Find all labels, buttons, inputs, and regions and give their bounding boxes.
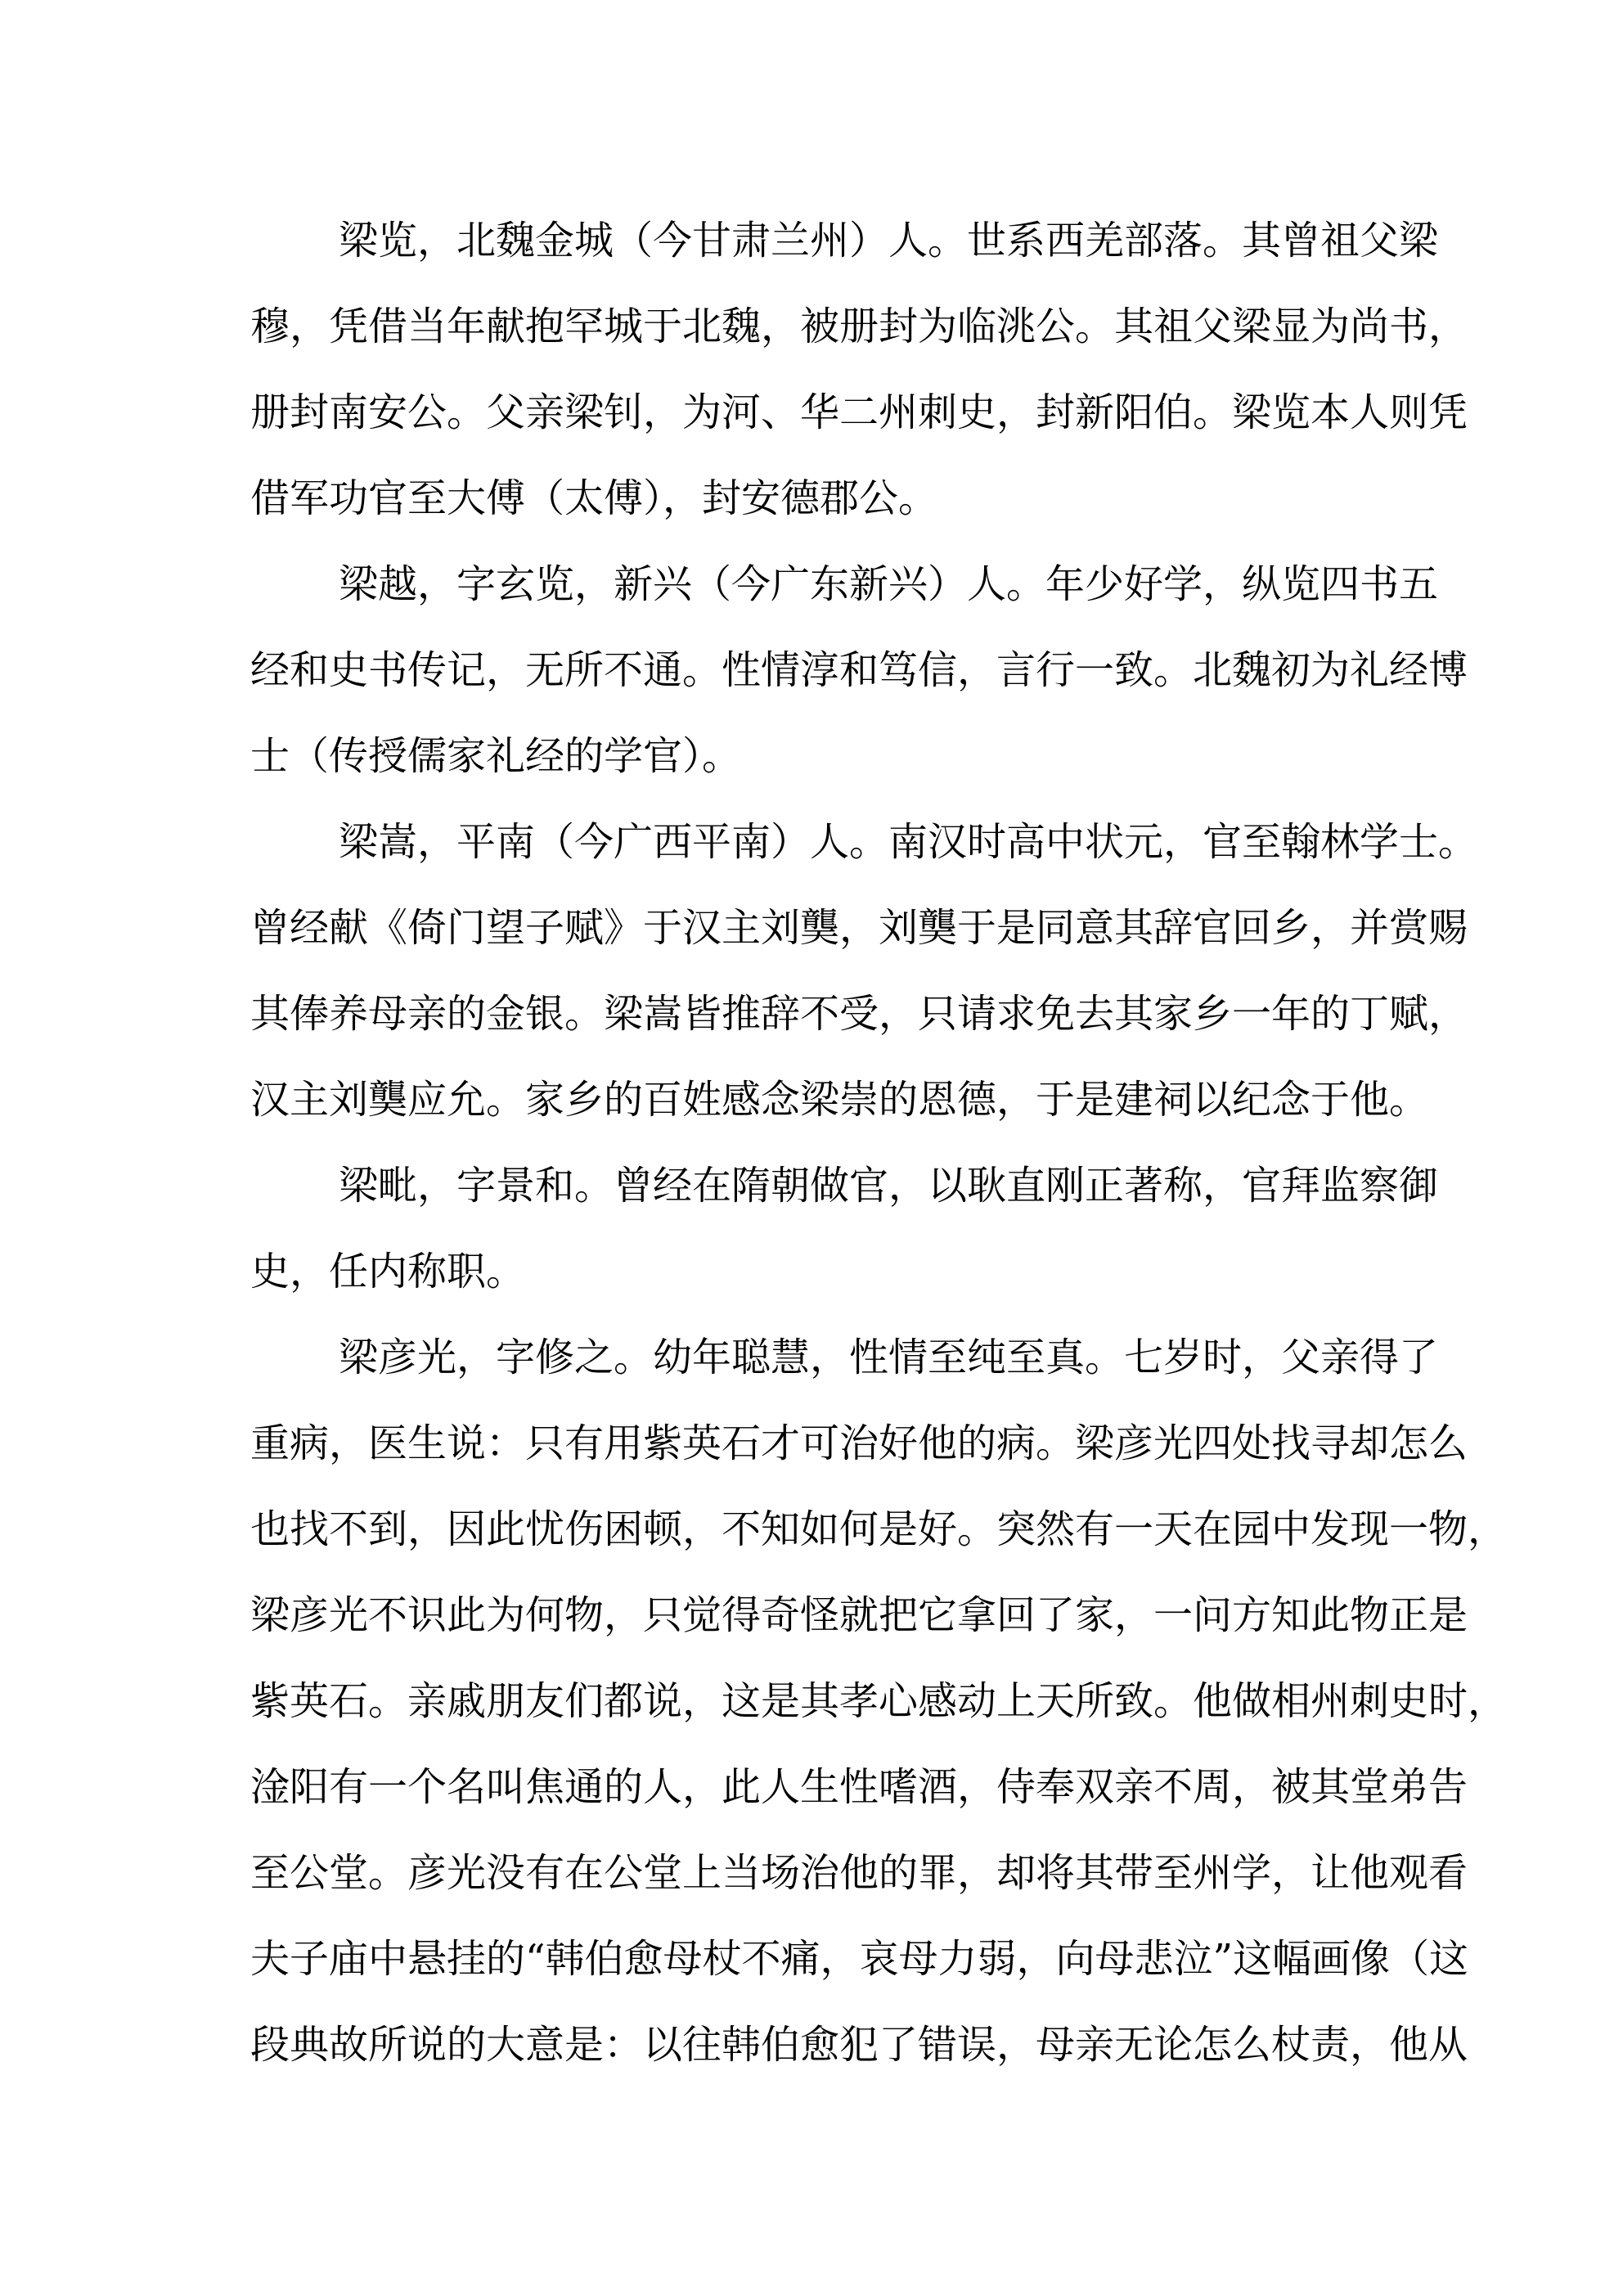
- text-line: 史，任内称职。: [250, 1249, 526, 1294]
- text-line: 其俸养母亲的金银。梁嵩皆推辞不受，只请求免去其家乡一年的丁赋，: [250, 991, 1468, 1037]
- text-line: 汉主刘龑应允。家乡的百姓感念梁崇的恩德，于是建祠以纪念于他。: [250, 1077, 1429, 1123]
- text-line: 穆，凭借当年献抱罕城于北魏，被册封为临洮公。其祖父梁显为尚书，: [250, 304, 1468, 349]
- text-line: 梁嵩，平南（今广西平南）人。南汉时高中状元，官至翰林学士。: [339, 819, 1478, 865]
- text-line: 至公堂。彦光没有在公堂上当场治他的罪，却将其带至州学，让他观看: [250, 1850, 1468, 1896]
- text-line: 紫英石。亲戚朋友们都说，这是其孝心感动上天所致。他做相州刺史时，: [250, 1678, 1508, 1724]
- paragraph: [250, 542, 1468, 799]
- paragraph: [250, 799, 1478, 1143]
- text-line: 梁越，字玄览，新兴（今广东新兴）人。年少好学，纵览四书五: [339, 561, 1439, 607]
- text-line: 梁彦光不识此为何物，只觉得奇怪就把它拿回了家，一问方知此物正是: [250, 1592, 1468, 1638]
- text-line: 段典故所说的大意是：以往韩伯愈犯了错误，母亲无论怎么杖责，他从: [250, 2022, 1468, 2068]
- text-line: 曾经献《倚门望子赋》于汉主刘龑，刘龑于是同意其辞官回乡，并赏赐: [250, 905, 1468, 951]
- text-line: 册封南安公。父亲梁钊，为河、华二州刺史，封新阳伯。梁览本人则凭: [250, 389, 1468, 435]
- text-line: 经和史书传记，无所不通。性情淳和笃信，言行一致。北魏初为礼经博: [250, 647, 1468, 693]
- paragraph: [250, 1315, 1508, 2088]
- text-line: 淦阳有一个名叫焦通的人，此人生性嗜酒，侍奉双亲不周，被其堂弟告: [250, 1764, 1468, 1810]
- text-line: 借军功官至大傅（太傅），封安德郡公。: [250, 475, 938, 521]
- text-line: 梁览，北魏金城（今甘肃兰州）人。世系西羌部落。其曾祖父梁: [339, 218, 1439, 263]
- text-line: 重病，医生说：只有用紫英石才可治好他的病。梁彦光四处找寻却怎么: [250, 1420, 1468, 1466]
- text-line: 梁毗，字景和。曾经在隋朝做官，以耿直刚正著称，官拜监察御: [339, 1163, 1439, 1209]
- paragraph: [250, 1143, 1439, 1315]
- text-line: 梁彦光，字修之。幼年聪慧，性情至纯至真。七岁时，父亲得了: [339, 1335, 1439, 1380]
- text-line: 夫子庙中悬挂的“韩伯愈母杖不痛，哀母力弱，向母悲泣”这幅画像（这: [250, 1936, 1469, 1982]
- document-page: [250, 198, 1508, 2088]
- text-line: 士（传授儒家礼经的学官）。: [250, 733, 742, 779]
- text-line: 也找不到，因此忧伤困顿，不知如何是好。突然有一天在园中发现一物，: [250, 1506, 1508, 1552]
- paragraph: [250, 198, 1468, 542]
